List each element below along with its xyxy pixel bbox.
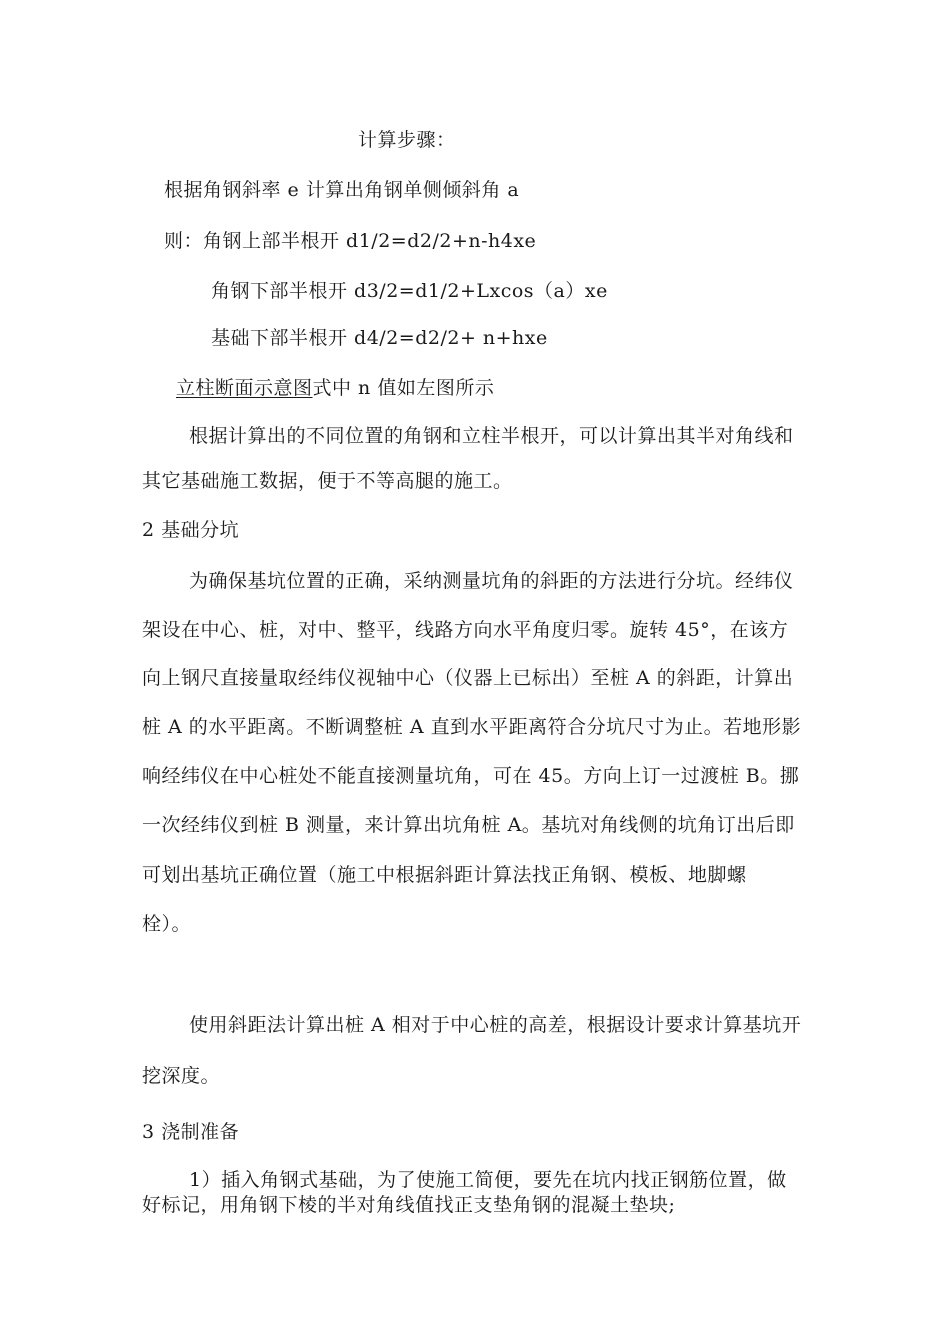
- heading: 计算步骤：: [358, 129, 456, 151]
- formula-intro: 根据角钢斜率 e 计算出角钢单侧倾斜角 a: [164, 179, 520, 201]
- paragraph-2-line-6: 一次经纬仪到桩 B 测量，来计算出坑角桩 A。基坑对角线侧的坑角订出后即: [142, 814, 795, 836]
- paragraph-3-line-2: 挖深度。: [142, 1065, 221, 1087]
- paragraph-1-line-2: 其它基础施工数据，便于不等高腿的施工。: [142, 470, 513, 492]
- figure-reference: [176, 376, 494, 400]
- paragraph-2-line-7: 可划出基坑正确位置（施工中根据斜距计算法找正角钢、模板、地脚螺: [142, 864, 747, 886]
- paragraph-1-line-1: 根据计算出的不同位置的角钢和立柱半根开，可以计算出其半对角线和: [189, 425, 794, 447]
- paragraph-2-line-1: 为确保基坑位置的正确，采纳测量坑角的斜距的方法进行分坑。经纬仪: [189, 570, 794, 592]
- formula-1: 则：角钢上部半根开 d1/2=d2/2+n-h4xe: [164, 230, 537, 252]
- paragraph-2-line-3: 向上钢尺直接量取经纬仪视轴中心（仪器上已标出）至桩 A 的斜距，计算出: [142, 667, 794, 689]
- paragraph-2-line-2: 架设在中心、桩，对中、整平，线路方向水平角度归零。旋转 45°，在该方: [142, 619, 789, 641]
- section-2-title: 2 基础分坑: [142, 519, 240, 541]
- paragraph-4-line-2: 好标记，用角钢下棱的半对角线值找正支垫角钢的混凝土垫块;: [142, 1194, 676, 1216]
- formula-2: 角钢下部半根开 d3/2=d1/2+Lxcos（a）xe: [211, 280, 608, 302]
- figure-reference-text: 式中 n 值如左图所示: [312, 377, 495, 399]
- paragraph-2-line-4: 桩 A 的水平距离。不断调整桩 A 直到水平距离符合分坑尺寸为止。若地形影: [142, 716, 802, 738]
- section-3-title: 3 浇制准备: [142, 1121, 240, 1143]
- figure-link[interactable]: 立柱断面示意图: [176, 377, 313, 399]
- paragraph-3-line-1: 使用斜距法计算出桩 A 相对于中心桩的高差，根据设计要求计算基坑开: [189, 1014, 802, 1036]
- paragraph-4-line-1: 1）插入角钢式基础，为了使施工简便，要先在坑内找正钢筋位置，做: [189, 1169, 787, 1191]
- paragraph-2-line-8: 栓）。: [142, 913, 192, 935]
- formula-3: 基础下部半根开 d4/2=d2/2+ n+hxe: [211, 327, 548, 349]
- paragraph-2-line-5: 响经纬仪在中心桩处不能直接测量坑角，可在 45。方向上订一过渡桩 B。挪: [142, 765, 800, 787]
